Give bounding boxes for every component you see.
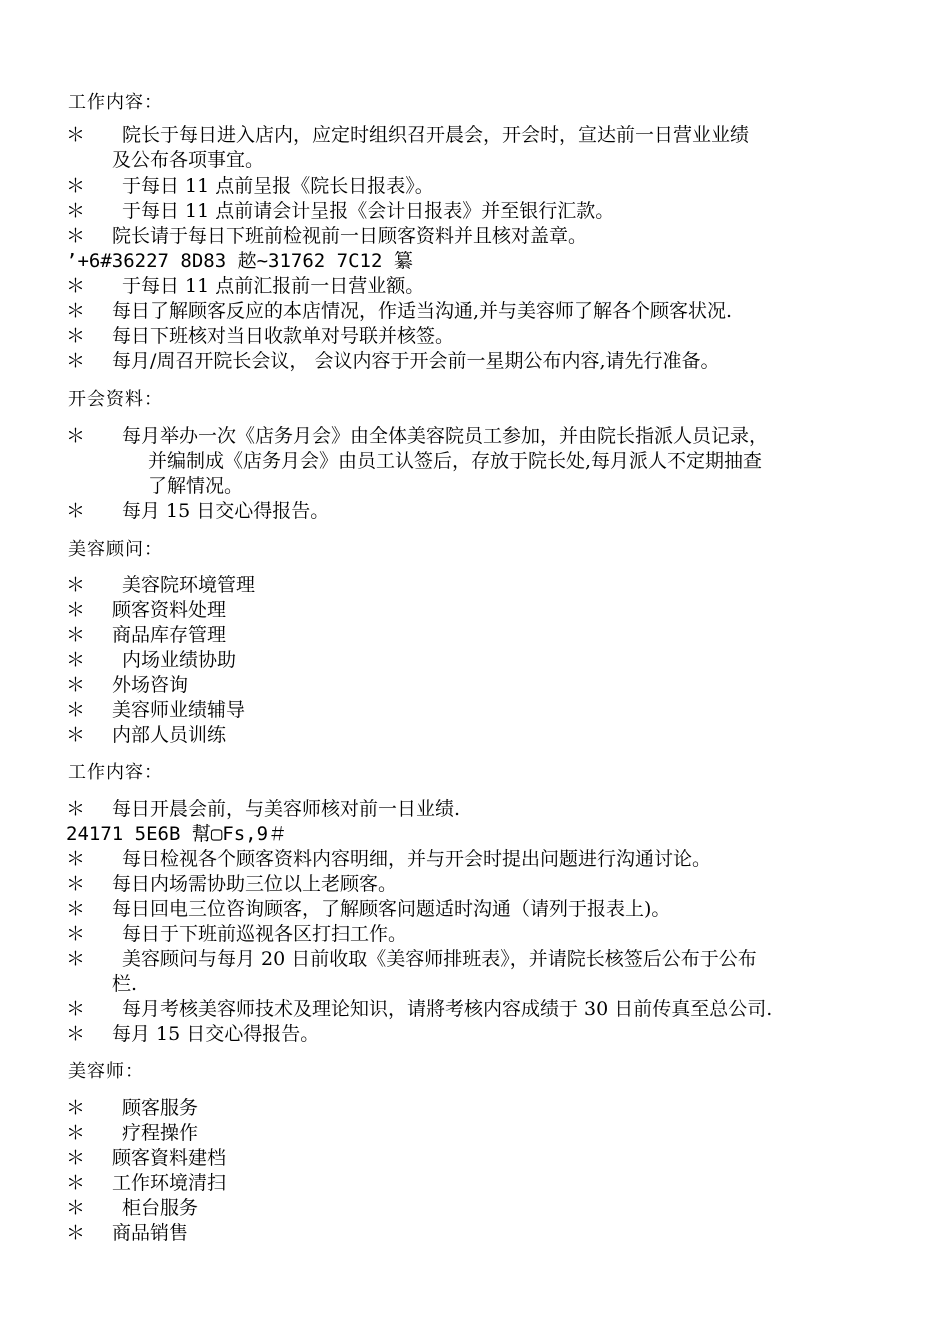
bullet-star-icon: ＊ xyxy=(66,200,86,222)
list-item xyxy=(66,224,587,249)
bullet-star-icon: ＊ xyxy=(66,175,86,197)
list-item xyxy=(66,797,460,822)
list-item-text: 顾客资料处理 xyxy=(112,599,227,621)
section-heading-beauty-consultant: 美容顾问： xyxy=(68,539,163,560)
list-item xyxy=(66,723,226,748)
list-item-text: 每月举办一次《店务月会》由全体美容院员工参加，并由院长指派人员记录， xyxy=(122,425,769,447)
bullet-star-icon: ＊ xyxy=(66,574,86,596)
bullet-star-icon: ＊ xyxy=(66,923,86,945)
list-item xyxy=(66,897,670,922)
bullet-star-icon: ＊ xyxy=(66,425,86,447)
list-item xyxy=(66,499,329,524)
list-item xyxy=(66,174,434,199)
list-item-text: 每日内场需协助三位以上老顾客。 xyxy=(112,873,398,895)
list-item-text: 外场咨询 xyxy=(112,674,189,696)
bullet-star-icon: ＊ xyxy=(66,948,86,970)
list-item-text: 商品库存管理 xyxy=(112,624,227,646)
bullet-star-icon: ＊ xyxy=(66,1122,86,1144)
bullet-star-icon: ＊ xyxy=(66,350,86,372)
list-item-continuation: 栏. xyxy=(112,973,138,995)
list-item-text: 疗程操作 xyxy=(122,1122,199,1144)
list-item-continuation: 及公布各项事宜。 xyxy=(112,149,265,171)
list-item xyxy=(66,673,188,698)
list-item-text: 院长请于每日下班前检视前一日顾客资料并且核对盖章。 xyxy=(112,225,588,247)
list-item xyxy=(66,1146,226,1171)
bullet-star-icon: ＊ xyxy=(66,275,86,297)
list-item-text: 内部人员训练 xyxy=(112,724,227,746)
list-item-text: 柜台服务 xyxy=(122,1197,199,1219)
list-item-continuation: 并编制成《店务月会》由员工认签后，存放于院长处,每月派人不定期抽查 xyxy=(148,450,763,472)
list-item xyxy=(66,1196,198,1221)
list-item-text: 每月 15 日交心得报告。 xyxy=(112,1023,320,1045)
list-item xyxy=(66,349,719,374)
list-item-text: 美容师业绩辅导 xyxy=(112,699,246,721)
bullet-star-icon: ＊ xyxy=(66,848,86,870)
list-item-text: 每日开晨会前，与美容师核对前一日业绩. xyxy=(112,798,461,820)
bullet-star-icon: ＊ xyxy=(66,500,86,522)
list-item-text: 商品销售 xyxy=(112,1222,189,1244)
list-item-continuation: 了解情况。 xyxy=(148,475,244,497)
list-item-text: 每日回电三位咨询顾客，了解顾客问题适时沟通（请列于报表上)。 xyxy=(112,898,671,920)
list-item-text: 于每日 11 点前汇报前一日营业额。 xyxy=(122,275,425,297)
list-item xyxy=(66,199,614,224)
bullet-star-icon: ＊ xyxy=(66,624,86,646)
list-item xyxy=(66,1121,198,1146)
bullet-star-icon: ＊ xyxy=(66,300,86,322)
list-item xyxy=(66,299,732,324)
bullet-star-icon: ＊ xyxy=(66,998,86,1020)
bullet-star-icon: ＊ xyxy=(66,124,86,146)
bullet-star-icon: ＊ xyxy=(66,225,86,247)
list-item xyxy=(66,947,757,972)
list-item-text: 美容顾问与每月 20 日前收取《美容师排班表》，并请院长核签后公布于公布 xyxy=(122,948,757,970)
list-item xyxy=(66,997,772,1022)
section-heading-work-content: 工作内容： xyxy=(68,92,163,113)
list-item xyxy=(66,1171,226,1196)
list-item xyxy=(66,648,236,673)
list-item-text: 每月/周召开院长会议， 会议内容于开会前一星期公布内容,请先行准备。 xyxy=(112,350,720,372)
list-item-text: 工作环境清扫 xyxy=(112,1172,227,1194)
list-item-text: 美容院环境管理 xyxy=(122,574,256,596)
garbled-text-line: ’+6#36227 8D83 趑~31762 7C12 纂 xyxy=(66,250,413,272)
section-heading-work-content-2: 工作内容： xyxy=(68,762,163,783)
list-item-text: 每日了解顾客反应的本店情况，作适当沟通,并与美容师了解各个顾客状况. xyxy=(112,300,733,322)
section-heading-meeting-materials: 开会资料： xyxy=(68,389,163,410)
list-item-text: 于每日 11 点前呈报《院长日报表》。 xyxy=(122,175,434,197)
bullet-star-icon: ＊ xyxy=(66,798,86,820)
list-item xyxy=(66,274,424,299)
list-item xyxy=(66,1096,198,1121)
list-item-text: 每日检视各个顾客资料内容明细，并与开会时提出问题进行沟通讨论。 xyxy=(122,848,712,870)
list-item xyxy=(66,1221,188,1246)
list-item xyxy=(66,123,749,148)
list-item-text: 于每日 11 点前请会计呈报《会计日报表》并至银行汇款。 xyxy=(122,200,615,222)
bullet-star-icon: ＊ xyxy=(66,1097,86,1119)
bullet-star-icon: ＊ xyxy=(66,1222,86,1244)
bullet-star-icon: ＊ xyxy=(66,649,86,671)
list-item xyxy=(66,324,454,349)
bullet-star-icon: ＊ xyxy=(66,873,86,895)
list-item-text: 内场业绩协助 xyxy=(122,649,237,671)
list-item-text: 顾客資料建档 xyxy=(112,1147,227,1169)
list-item-text: 每日下班核对当日收款单对号联并核签。 xyxy=(112,325,455,347)
list-item-text: 每月 15 日交心得报告。 xyxy=(122,500,330,522)
bullet-star-icon: ＊ xyxy=(66,599,86,621)
list-item xyxy=(66,573,255,598)
bullet-star-icon: ＊ xyxy=(66,1023,86,1045)
list-item xyxy=(66,598,226,623)
list-item-text: 院长于每日进入店内，应定时组织召开晨会，开会时，宣达前一日营业业绩 xyxy=(122,124,750,146)
bullet-star-icon: ＊ xyxy=(66,724,86,746)
list-item xyxy=(66,698,245,723)
bullet-star-icon: ＊ xyxy=(66,898,86,920)
bullet-star-icon: ＊ xyxy=(66,1197,86,1219)
list-item xyxy=(66,623,226,648)
list-item-text: 每月考核美容师技术及理论知识，请將考核内容成绩于 30 日前传真至总公司. xyxy=(122,998,773,1020)
list-item xyxy=(66,847,711,872)
list-item xyxy=(66,922,407,947)
list-item xyxy=(66,424,768,449)
list-item-text: 每日于下班前巡视各区打扫工作。 xyxy=(122,923,408,945)
list-item xyxy=(66,1022,319,1047)
list-item-text: 顾客服务 xyxy=(122,1097,199,1119)
section-heading-beautician: 美容师： xyxy=(68,1061,144,1082)
bullet-star-icon: ＊ xyxy=(66,674,86,696)
bullet-star-icon: ＊ xyxy=(66,325,86,347)
bullet-star-icon: ＊ xyxy=(66,699,86,721)
garbled-text-line: 24171 5E6B 幫▢Fs,9＃ xyxy=(66,823,288,845)
bullet-star-icon: ＊ xyxy=(66,1147,86,1169)
bullet-star-icon: ＊ xyxy=(66,1172,86,1194)
list-item xyxy=(66,872,397,897)
